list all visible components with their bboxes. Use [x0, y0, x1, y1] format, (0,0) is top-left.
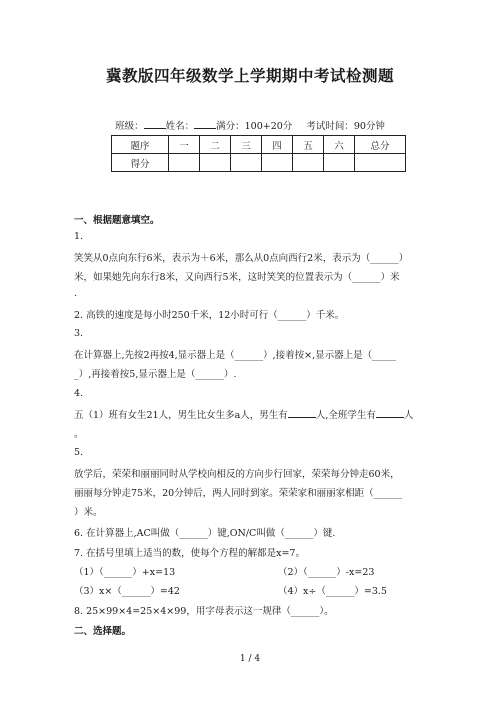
q7-text: 7. 在括号里填上适当的数，使每个方程的解都是x=7。 — [74, 548, 305, 559]
q4-text-a: 五（1）班有女生21人，男生比女生多a人，男生有 — [74, 410, 288, 421]
q4-blank-total[interactable] — [376, 408, 404, 418]
score-cell[interactable] — [169, 154, 200, 172]
q4-text-c: 人 — [403, 410, 414, 421]
score-row-label: 得分 — [112, 154, 169, 172]
score-cell[interactable] — [355, 154, 406, 172]
q5-number: 5. — [74, 447, 84, 458]
exam-info-line — [0, 118, 500, 132]
score-header-cell: 一 — [169, 136, 200, 154]
score-header-cell: 五 — [293, 136, 324, 154]
q7-item-2: （2）（______）-x=23 — [278, 567, 375, 578]
q1-line3: . — [74, 288, 78, 299]
score-header-cell: 四 — [262, 136, 293, 154]
name-blank[interactable] — [194, 119, 216, 129]
q5-line2: 丽丽每分钟走75米，20分钟后，两人同时到家。荣荣家和丽丽家相距（______ — [74, 488, 403, 499]
q4-text-b: 人,全班学生有 — [315, 410, 376, 421]
class-blank[interactable] — [144, 119, 166, 129]
q5-line3: ）米。 — [74, 507, 103, 518]
score-cell[interactable] — [262, 154, 293, 172]
score-header-cell: 六 — [324, 136, 355, 154]
score-table — [111, 135, 406, 172]
q4-line1 — [74, 407, 413, 421]
score-cell[interactable] — [293, 154, 324, 172]
q1-line1: 笑笑从0点向东行6米，表示为＋6米，那么从0点向西行2米，表示为（______） — [74, 253, 409, 264]
full-score: 满分：100+20分 — [216, 121, 293, 132]
q4-blank-boys[interactable] — [288, 408, 316, 418]
score-cell[interactable] — [324, 154, 355, 172]
q6-text: 6. 在计算器上,AC叫做（______）键,ON/C叫做（______）键. — [74, 528, 336, 539]
score-header-cell: 三 — [231, 136, 262, 154]
exam-time: 考试时间：90分钟 — [306, 121, 385, 132]
q7-item-4: （4）x÷（______）=3.5 — [278, 586, 387, 597]
score-cell[interactable] — [200, 154, 231, 172]
page-title: 冀教版四年级数学上学期期中考试检测题 — [105, 66, 394, 85]
score-cell[interactable] — [231, 154, 262, 172]
page-number: 1 / 4 — [239, 654, 261, 664]
q1-line2: 米，如果她先向东行8米，又向西行5米，这时笑笑的位置表示为（______）米 — [74, 272, 400, 283]
q1-number: 1. — [74, 231, 84, 242]
section1-heading: 一、根据题意填空。 — [74, 215, 160, 226]
q7-item-1: （1）（______）+x=13 — [74, 567, 176, 578]
score-header-cell: 二 — [200, 136, 231, 154]
score-header-cell: 题序 — [112, 136, 169, 154]
class-label: 班级： — [115, 121, 144, 132]
q4-line2: 。 — [74, 429, 84, 440]
q3-line2: _）,再接着按5,显示器上是（______）. — [74, 369, 237, 380]
q3-line1: 在计算器上,先按2再按4,显示器上是（______）,接着按×,显示器上是（_____ — [74, 350, 396, 361]
score-table-score-row — [112, 154, 406, 172]
name-label: 姓名： — [165, 121, 195, 132]
score-header-cell: 总分 — [355, 136, 406, 154]
q4-number: 4. — [74, 388, 84, 399]
q2-text: 2. 高铁的速度是每小时250千米，12小时可行（______）千米。 — [74, 310, 345, 321]
section2-heading: 二、选择题。 — [74, 626, 132, 637]
q5-line1: 放学后，荣荣和丽丽同时从学校向相反的方向步行回家，荣荣每分钟走60米， — [74, 469, 400, 480]
q7-item-3: （3）x×（______）=42 — [74, 586, 180, 597]
q8-text: 8. 25×99×4=25×4×99，用字母表示这一规律（______）。 — [74, 606, 334, 617]
score-table-header-row — [112, 136, 406, 154]
q3-number: 3. — [74, 328, 84, 339]
